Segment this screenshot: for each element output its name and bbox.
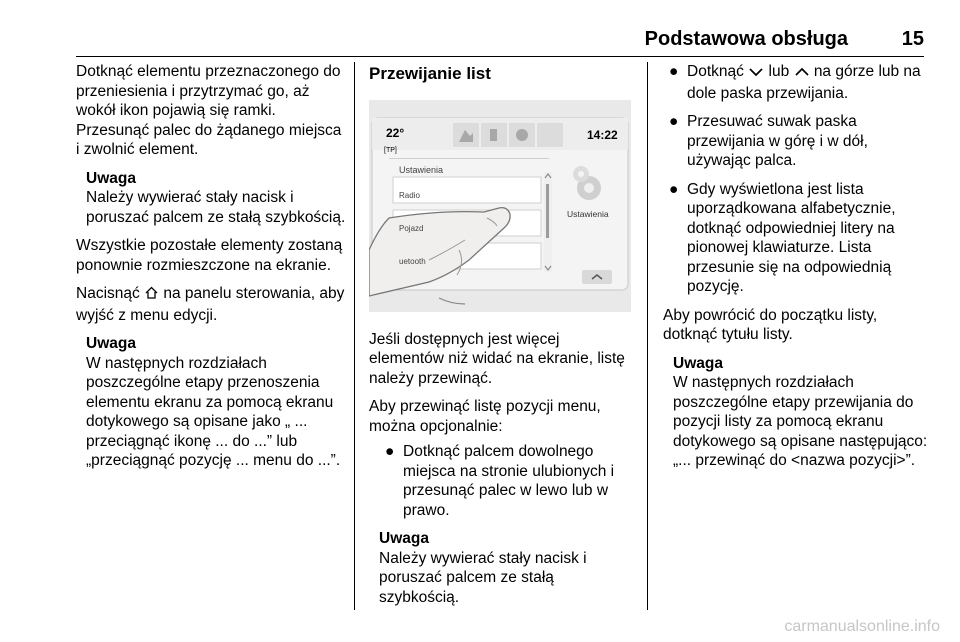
paragraph: Wszystkie pozostałe elementy zostaną ponownie rozmieszczone na ekranie. (76, 237, 343, 274)
list-title: Ustawienia (399, 164, 444, 175)
list-item-text: Przesuwać suwak paska przewijania w górę i w dół, używając palca. (687, 113, 868, 169)
bullet-icon: ● (669, 113, 679, 130)
status-tp: [TP] (384, 146, 397, 154)
bullet-icon: ● (669, 63, 679, 80)
header-title: Podstawowa obsługa (644, 28, 848, 50)
list-item: uetooth (399, 256, 426, 266)
list-item (663, 180, 928, 297)
list-item-text: Gdy wyświetlona jest lista uporządkowana alfabetycznie, dotknąć odpowiedniej litery na pionowej klawiaturze. Lista przesunie się na odpowiednią pozycję. (687, 180, 896, 295)
paragraph-text: Nacisnąć (76, 285, 140, 302)
paragraph: Dotknąć elementu przeznaczonego do przeniesienia i przytrzymać go, aż wokół ikon pojawią się ramki. Przesunąć palec do żądanego miejsca i zwolnić element. (76, 63, 342, 158)
chevron-up-icon (794, 64, 810, 84)
list-item-text: na górze lub na dole paska przewijania. (687, 63, 921, 102)
note-title: Uwaga (86, 169, 136, 187)
bullet-icon: ● (669, 180, 679, 198)
column-2 (369, 62, 637, 616)
note-box (379, 529, 637, 607)
paragraph-text: na panelu sterowania, aby wyjść z menu edycji. (76, 285, 345, 324)
status-temperature: 22° (386, 125, 405, 140)
screen-illustration (369, 100, 631, 312)
list-item-text: Dotknąć palcem dowolnego miejsca na stronie ulubionych i przesunąć palec w lewo lub w prawo. (403, 443, 615, 519)
status-time: 14:22 (587, 127, 618, 142)
header-divider (76, 56, 924, 57)
list-item: Pojazd (399, 223, 424, 233)
note-text: Należy wywierać stały nacisk i poruszać palcem ze stałą szybkością. (86, 189, 346, 226)
list-item (663, 62, 928, 103)
list-item (663, 112, 928, 171)
paragraph: Aby powrócić do początku listy, dotknąć tytułu listy. (663, 306, 878, 343)
paragraph (76, 284, 346, 325)
column-3 (663, 62, 928, 480)
chevron-down-icon (748, 64, 764, 84)
page-header (0, 26, 960, 56)
settings-label: Ustawienia (567, 208, 609, 219)
column-1 (76, 62, 346, 480)
note-box (86, 334, 346, 471)
column-divider-2 (647, 62, 648, 610)
note-box (86, 169, 346, 228)
bullet-icon: ● (385, 443, 395, 460)
section-heading: Przewijanie list (369, 64, 491, 83)
watermark: carmanualsonline.info (784, 618, 940, 635)
paragraph: Aby przewinąć listę pozycji menu, można opcjonalnie: (369, 398, 601, 435)
paragraph: Jeśli dostępnych jest więcej elementów niż widać na ekranie, listę należy przewinąć. (369, 330, 625, 387)
list-item-text: lub (768, 63, 790, 80)
bullet-list (369, 442, 637, 520)
note-title: Uwaga (379, 530, 429, 547)
list-item: Radio (399, 190, 420, 200)
page-number: 15 (901, 28, 924, 50)
home-icon (144, 285, 159, 306)
column-divider-1 (354, 62, 355, 610)
note-text: Należy wywierać stały nacisk i poruszać palcem ze stałą szybkością. (379, 549, 587, 606)
note-box (673, 354, 928, 471)
note-title: Uwaga (86, 335, 136, 352)
list-item-text: Dotknąć (687, 63, 744, 80)
note-text: W następnych rozdziałach poszczególne etapy przenoszenia elementu ekranu za pomocą ekranu dotykowego są opisane jako „ ... przeciągnąć ikonę ... do ...” lub „przeciągnąć pozycję ... menu do ...”. (86, 354, 341, 469)
bullet-list (663, 62, 928, 297)
list-item (379, 442, 637, 520)
note-title: Uwaga (673, 354, 723, 372)
note-text: W następnych rozdziałach poszczególne etapy przewijania do pozycji listy za pomocą ekranu dotykowego są opisane następująco: „... przewinąć do <nazwa pozycji>”. (673, 374, 928, 469)
